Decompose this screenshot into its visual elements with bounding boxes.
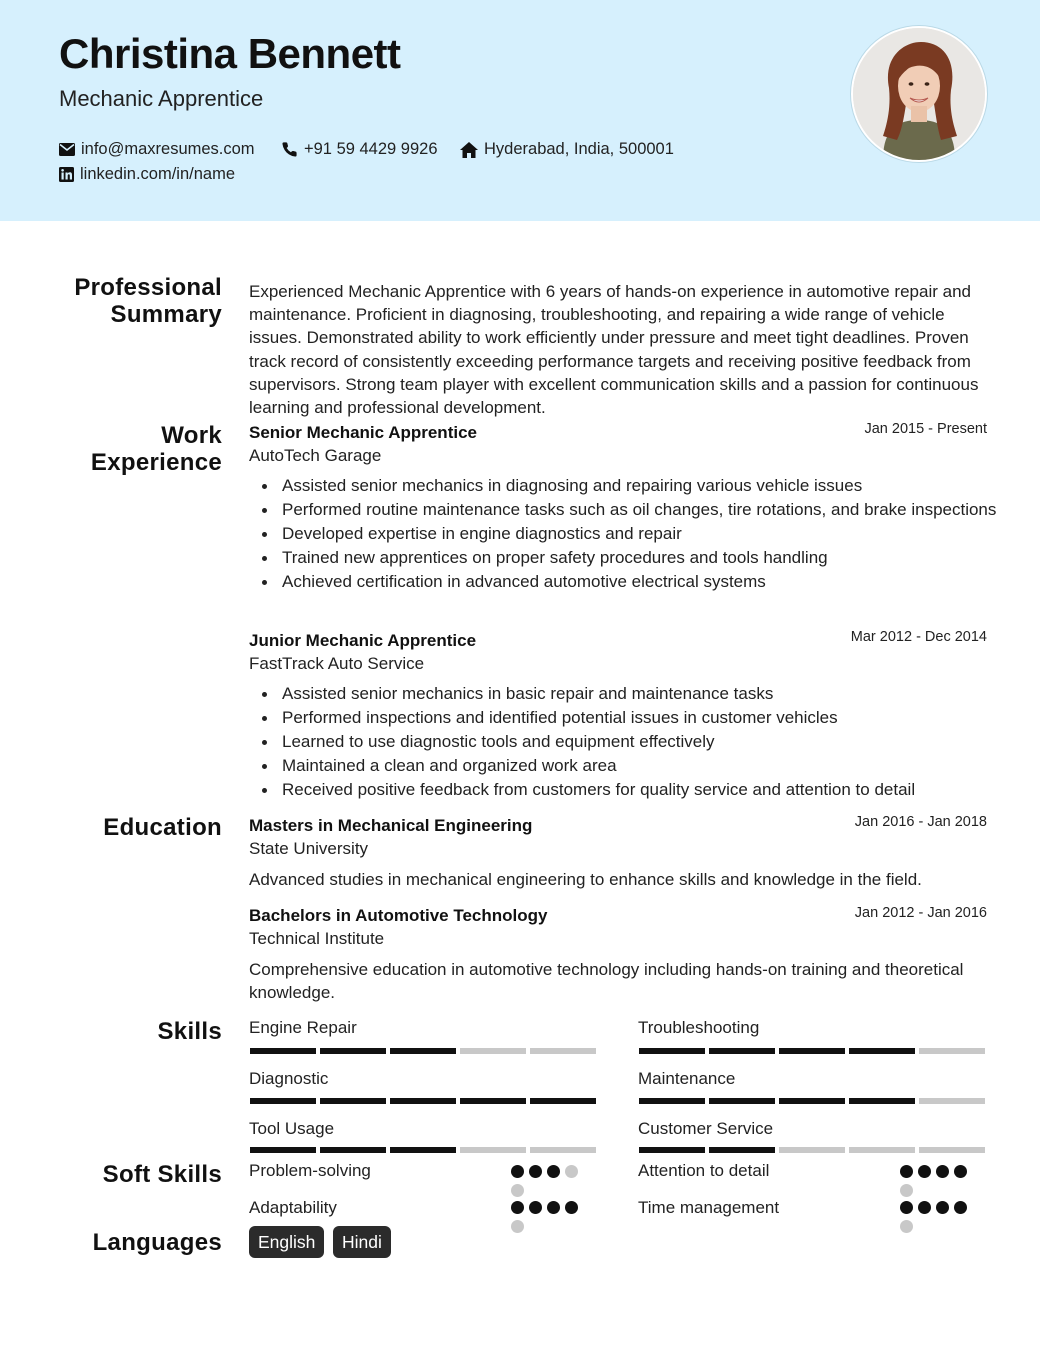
profile-photo (851, 26, 987, 162)
skill-level-bar (250, 1098, 598, 1104)
skill-name: Tool Usage (249, 1119, 335, 1138)
skill-level-bar (250, 1048, 598, 1054)
skill-name: Customer Service (638, 1119, 774, 1138)
skill-level-segment (639, 1048, 705, 1054)
language-tag: English (249, 1226, 324, 1258)
job-bullets (249, 474, 1002, 594)
list-item: Performed inspections and identified potential issues in customer vehicles (282, 706, 1002, 730)
soft-skill-level-dot (529, 1201, 542, 1214)
skill-level-segment (779, 1147, 845, 1153)
skill-level-segment (460, 1098, 526, 1104)
languages-heading: Languages (92, 1229, 222, 1256)
experience-heading-line1: Work (161, 422, 222, 449)
soft-skill-level-dot (918, 1165, 931, 1178)
linkedin-icon (59, 167, 74, 182)
resume-header (0, 0, 1040, 221)
soft-skill-level-dots (511, 1165, 583, 1203)
skill-level-segment (849, 1147, 915, 1153)
soft-skill-level-dot (511, 1184, 524, 1197)
skill-level-bar (639, 1147, 987, 1153)
soft-skill-level-dot (900, 1201, 913, 1214)
skill-level-segment (320, 1147, 386, 1153)
list-item: Assisted senior mechanics in diagnosing and repairing various vehicle issues (282, 474, 1002, 498)
skill-level-segment (919, 1098, 985, 1104)
skill-name: Diagnostic (249, 1069, 329, 1088)
soft-skill-level-dot (900, 1165, 913, 1178)
skill-name: Maintenance (638, 1069, 736, 1088)
candidate-title: Mechanic Apprentice (59, 86, 264, 111)
skill-level-segment (639, 1098, 705, 1104)
skill-level-bar (250, 1147, 598, 1153)
soft-skill-level-dot (511, 1165, 524, 1178)
education-degree: Masters in Mechanical Engineering (249, 816, 533, 835)
soft-skill-name: Adaptability (249, 1198, 337, 1217)
location-text: Hyderabad, India, 500001 (484, 140, 674, 158)
skills-heading: Skills (157, 1018, 222, 1045)
soft-skill-level-dot (547, 1165, 560, 1178)
contact-phone[interactable] (281, 140, 438, 159)
soft-skill-level-dots (511, 1201, 583, 1239)
skill-level-bar (639, 1098, 987, 1104)
soft-skill-name: Attention to detail (638, 1161, 770, 1180)
summary-heading (74, 274, 222, 328)
skill-level-segment (709, 1147, 775, 1153)
soft-skill-level-dot (918, 1201, 931, 1214)
soft-skill-level-dot (529, 1165, 542, 1178)
soft-skill-level-dot (900, 1184, 913, 1197)
envelope-icon (59, 143, 75, 156)
education-description: Comprehensive education in automotive technology including hands-on training and theoretical knowledge. (249, 960, 964, 1003)
job-title: Senior Mechanic Apprentice (249, 423, 477, 442)
job-bullets (249, 682, 1002, 802)
soft-skill-level-dot (565, 1201, 578, 1214)
soft-skill-level-dot (900, 1220, 913, 1233)
contact-location (460, 140, 674, 159)
soft-skills-heading: Soft Skills (102, 1161, 222, 1188)
soft-skill-level-dots (900, 1201, 972, 1239)
summary-heading-line1: Professional (74, 274, 222, 301)
skill-level-segment (250, 1048, 316, 1054)
education-degree: Bachelors in Automotive Technology (249, 906, 548, 925)
summary-heading-line2: Summary (110, 301, 222, 328)
skill-level-bar (639, 1048, 987, 1054)
list-item: Received positive feedback from customers for quality service and attention to detail (282, 778, 1002, 802)
skill-level-segment (320, 1048, 386, 1054)
skill-level-segment (709, 1098, 775, 1104)
list-item: Developed expertise in engine diagnostics and repair (282, 522, 1002, 546)
skill-level-segment (390, 1048, 456, 1054)
soft-skill-level-dot (954, 1201, 967, 1214)
contact-linkedin[interactable] (59, 165, 235, 184)
soft-skill-level-dot (565, 1165, 578, 1178)
list-item: Assisted senior mechanics in basic repair and maintenance tasks (282, 682, 1002, 706)
list-item: Learned to use diagnostic tools and equipment effectively (282, 730, 1002, 754)
skill-level-segment (320, 1098, 386, 1104)
candidate-name: Christina Bennett (59, 30, 401, 77)
soft-skill-level-dot (936, 1165, 949, 1178)
skill-name: Engine Repair (249, 1018, 357, 1037)
skill-level-segment (530, 1098, 596, 1104)
soft-skill-level-dots (900, 1165, 972, 1203)
education-dates: Jan 2016 - Jan 2018 (854, 814, 987, 830)
soft-skill-level-dot (511, 1220, 524, 1233)
job-company: FastTrack Auto Service (249, 654, 425, 673)
soft-skill-level-dot (936, 1201, 949, 1214)
job-dates: Jan 2015 - Present (864, 421, 987, 437)
experience-heading-line2: Experience (90, 449, 222, 476)
skill-level-segment (390, 1147, 456, 1153)
education-dates: Jan 2012 - Jan 2016 (854, 905, 987, 921)
phone-icon (281, 141, 298, 158)
skill-level-segment (530, 1048, 596, 1054)
linkedin-text: linkedin.com/in/name (80, 165, 235, 183)
home-icon (460, 142, 478, 158)
list-item: Performed routine maintenance tasks such as oil changes, tire rotations, and brake inspections (282, 498, 1002, 522)
soft-skill-level-dot (547, 1201, 560, 1214)
email-text: info@maxresumes.com (81, 140, 255, 158)
skill-level-segment (530, 1147, 596, 1153)
education-heading: Education (103, 814, 222, 841)
job-dates: Mar 2012 - Dec 2014 (850, 629, 987, 645)
soft-skill-name: Problem-solving (249, 1161, 371, 1180)
skill-level-segment (460, 1048, 526, 1054)
list-item: Trained new apprentices on proper safety procedures and tools handling (282, 546, 1002, 570)
soft-skill-level-dot (511, 1201, 524, 1214)
skill-level-segment (460, 1147, 526, 1153)
skill-level-segment (250, 1147, 316, 1153)
skill-level-segment (639, 1147, 705, 1153)
soft-skill-level-dot (954, 1165, 967, 1178)
education-description: Advanced studies in mechanical engineering to enhance skills and knowledge in the field. (249, 870, 922, 889)
education-school: State University (249, 839, 369, 858)
job-company: AutoTech Garage (249, 446, 382, 465)
education-school: Technical Institute (249, 929, 385, 948)
language-tag: Hindi (333, 1226, 391, 1258)
summary-text: Experienced Mechanic Apprentice with 6 years of hands-on experience in automotive repair and maintenance. Proficient in diagnosing, troubleshooting, and repairing a wide range of vehicle issues. Demonstrated ability to work efficiently under pressure and meet tight deadlines. Proven track record of consistently exceeding performance targets and receiving positive feedback from supervisors. Strong team player with excellent communication skills and a passion for continuous learning and professional development. (249, 282, 979, 418)
skill-level-segment (849, 1098, 915, 1104)
list-item: Maintained a clean and organized work area (282, 754, 1002, 778)
job-title: Junior Mechanic Apprentice (249, 631, 477, 650)
skill-level-segment (849, 1048, 915, 1054)
soft-skill-name: Time management (638, 1198, 780, 1217)
skill-level-segment (779, 1048, 845, 1054)
experience-heading (91, 422, 222, 476)
list-item: Achieved certification in advanced automotive electrical systems (282, 570, 1002, 594)
skill-name: Troubleshooting (638, 1018, 760, 1037)
skill-level-segment (919, 1147, 985, 1153)
skill-level-segment (390, 1098, 456, 1104)
skill-level-segment (709, 1048, 775, 1054)
skill-level-segment (779, 1098, 845, 1104)
skill-level-segment (919, 1048, 985, 1054)
skill-level-segment (250, 1098, 316, 1104)
phone-text: +91 59 4429 9926 (304, 140, 438, 158)
contact-email[interactable] (59, 140, 255, 159)
